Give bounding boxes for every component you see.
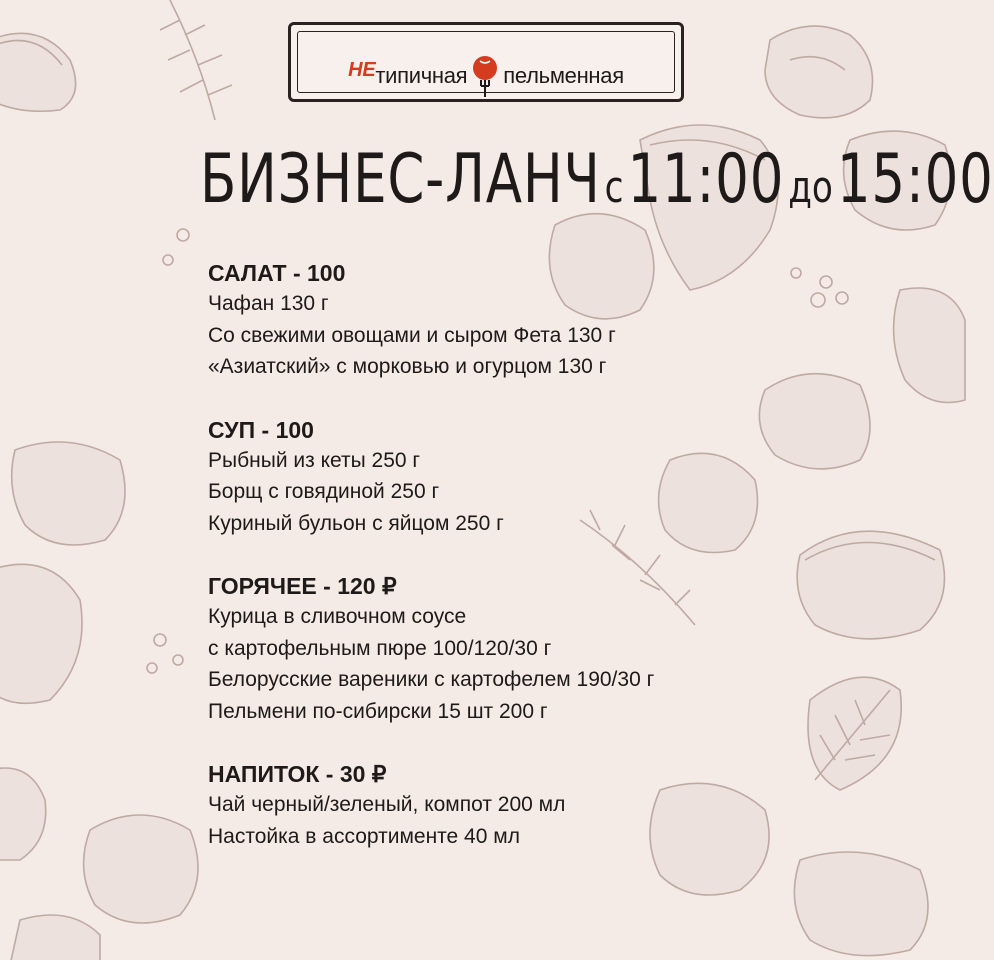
section-title: ГОРЯЧЕЕ - 120 ₽ [208, 573, 397, 599]
header-title: БИЗНЕС-ЛАНЧ [200, 140, 601, 219]
dumpling-icon [0, 768, 46, 860]
business-lunch-header [200, 140, 994, 219]
menu-section-soup [208, 415, 808, 540]
dumpling-icon [12, 442, 125, 545]
menu-item: Куриный бульон с яйцом 250 г [208, 511, 504, 535]
dumpling-icon [797, 531, 944, 639]
menu-section-salad [208, 258, 808, 383]
dumpling-icon [794, 852, 928, 956]
dumpling-icon [765, 26, 873, 118]
bay-leaf-icon [808, 677, 901, 790]
menu-item: Борщ с говядиной 250 г [208, 480, 440, 503]
menu-item: с картофельным пюре 100/120/30 г [208, 636, 552, 660]
header-from-label: с [604, 162, 624, 213]
menu-item: Пельмени по-сибирски 15 шт 200 г [208, 699, 548, 723]
logo-word-1: типичная [375, 63, 468, 88]
header-to-label: до [788, 162, 833, 213]
header-from-time: 11:00 [627, 140, 785, 219]
dumpling-icon [0, 564, 82, 703]
dill-icon [160, 0, 232, 120]
menu-item: Настойка в ассортименте 40 мл [208, 824, 520, 848]
tomato-fork-icon [470, 53, 500, 99]
menu-section-drink [208, 759, 808, 852]
menu-item: Чафан 130 г [208, 292, 329, 315]
dumpling-icon [10, 915, 100, 960]
dumpling-icon [84, 815, 198, 923]
dumpling-icon [0, 33, 76, 111]
menu-item: «Азиатский» с морковью и огурцом 130 г [208, 355, 607, 378]
section-title: НАПИТОК - 30 ₽ [208, 761, 387, 787]
menu-item: Чай черный/зеленый, компот 200 мл [208, 793, 566, 816]
menu-section-hot [208, 571, 808, 727]
restaurant-logo [288, 22, 684, 102]
lunch-menu [208, 258, 808, 884]
menu-item: Со свежими овощами и сыром Фета 130 г [208, 323, 616, 347]
menu-item: Белорусские вареники с картофелем 190/30 г [208, 668, 655, 691]
section-title: СУП - 100 [208, 416, 314, 443]
menu-item: Рыбный из кеты 250 г [208, 448, 421, 472]
header-to-time: 15:00 [836, 140, 994, 219]
menu-item: Курица в сливочном соусе [208, 605, 467, 628]
logo-prefix: НЕ [348, 59, 376, 81]
section-title: САЛАТ - 100 [208, 260, 346, 286]
dumpling-icon [894, 288, 965, 403]
logo-word-2: пельменная [503, 63, 624, 88]
logo-text [291, 53, 681, 99]
